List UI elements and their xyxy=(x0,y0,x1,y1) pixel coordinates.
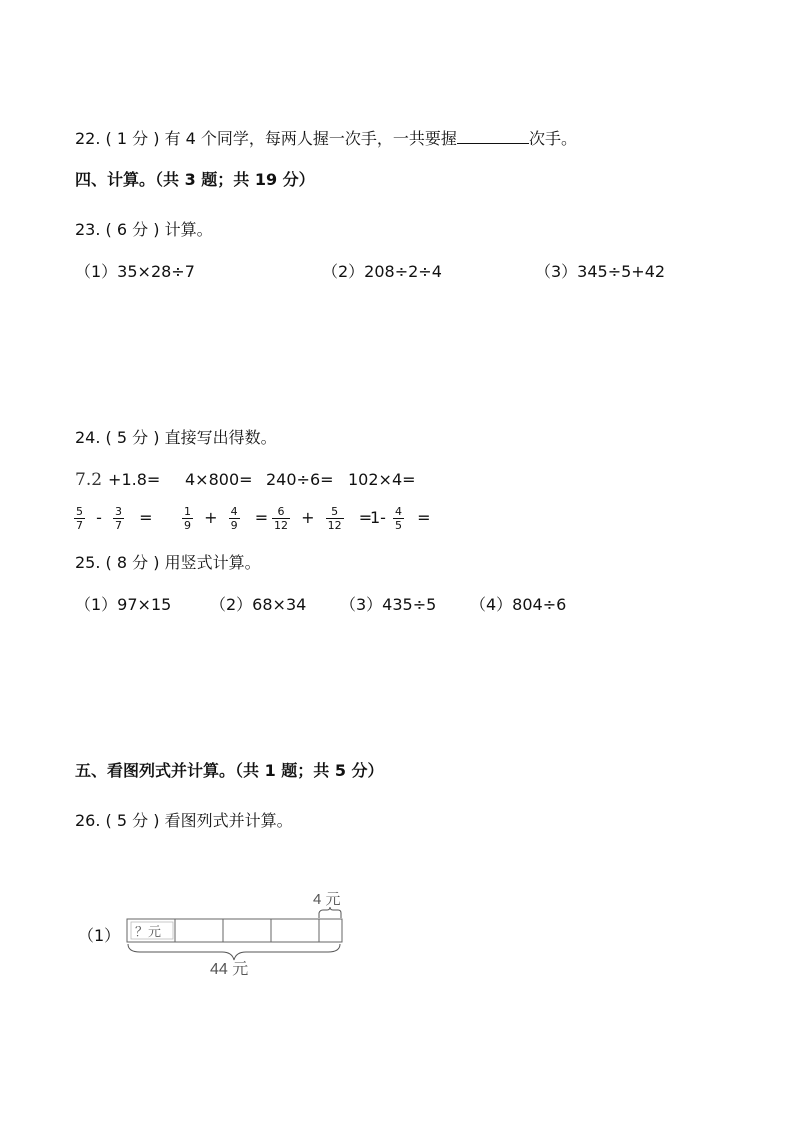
vertical-calc-1: （1）97×15 xyxy=(75,595,172,614)
question-number: 26. xyxy=(75,811,101,830)
question-text-end: 次手。 xyxy=(528,129,577,148)
question-text: 用竖式计算。 xyxy=(164,553,261,572)
question-score: ( 6 分 ) xyxy=(105,220,160,239)
calc-item-2: （2）208÷2÷4 xyxy=(322,262,442,281)
sub-question-label: （1） xyxy=(78,926,121,945)
vertical-calc-3: （3）435÷5 xyxy=(340,595,437,614)
mental-calc-a: +1.8= xyxy=(108,470,161,489)
mental-calc-c: 240÷6= xyxy=(266,470,334,489)
vertical-calc-4: （4）804÷6 xyxy=(470,595,567,614)
vertical-calc-2: （2）68×34 xyxy=(210,595,307,614)
question-score: ( 1 分 ) xyxy=(105,129,160,148)
calc-item-3: （3）345÷5+42 xyxy=(535,262,666,281)
mental-calc-d: 102×4= xyxy=(348,470,416,489)
fraction: $\frac{5}{12}$ xyxy=(327,505,342,532)
question-score: ( 8 分 ) xyxy=(105,553,160,572)
question-number: 24. xyxy=(75,428,101,447)
section-heading-4: 四、计算。（共 3 题；共 19 分） xyxy=(75,170,315,189)
section-heading-5: 五、看图列式并计算。（共 1 题；共 5 分） xyxy=(75,761,384,780)
top-amount-label: 4 元 xyxy=(313,891,341,908)
total-amount-label: 44 元 xyxy=(210,961,249,978)
question-text: 看图列式并计算。 xyxy=(164,811,293,830)
top-brace xyxy=(319,907,341,918)
question-number: 23. xyxy=(75,220,101,239)
unknown-amount-label: ？元 xyxy=(135,924,162,939)
fraction: $\frac{5}{7}$ xyxy=(76,505,83,532)
question-text: 有 4 个同学，每两人握一次手，一共要握 xyxy=(164,129,457,148)
bottom-brace xyxy=(128,944,340,960)
fraction: $\frac{6}{12}$ xyxy=(274,505,288,532)
question-score: ( 5 分 ) xyxy=(105,428,160,447)
question-text: 计算。 xyxy=(164,220,213,239)
fraction-calc-3: $\frac{6}{12}$ + $\frac{5}{12}$ = xyxy=(274,505,373,532)
fraction: $\frac{4}{9}$ xyxy=(230,505,238,532)
fraction-calc-4: 1- $\frac{4}{5}$ = xyxy=(370,505,431,532)
fraction: $\frac{1}{9}$ xyxy=(184,505,191,532)
calc-item-1: （1）35×28÷7 xyxy=(75,262,195,281)
mental-calc-b: 4×800= xyxy=(185,470,253,489)
question-number: 22. xyxy=(75,129,101,148)
fraction: $\frac{4}{5}$ xyxy=(395,505,403,532)
question-text: 直接写出得数。 xyxy=(164,428,277,447)
question-number: 25. xyxy=(75,553,101,572)
decimal-number: 7.2 xyxy=(75,470,103,490)
fraction-calc-2: $\frac{1}{9}$ + $\frac{4}{9}$ = xyxy=(184,505,269,532)
question-score: ( 5 分 ) xyxy=(105,811,160,830)
fraction-calc-1: $\frac{5}{7}$ - $\frac{3}{7}$ = xyxy=(76,505,153,532)
fraction: $\frac{3}{7}$ xyxy=(114,505,122,532)
